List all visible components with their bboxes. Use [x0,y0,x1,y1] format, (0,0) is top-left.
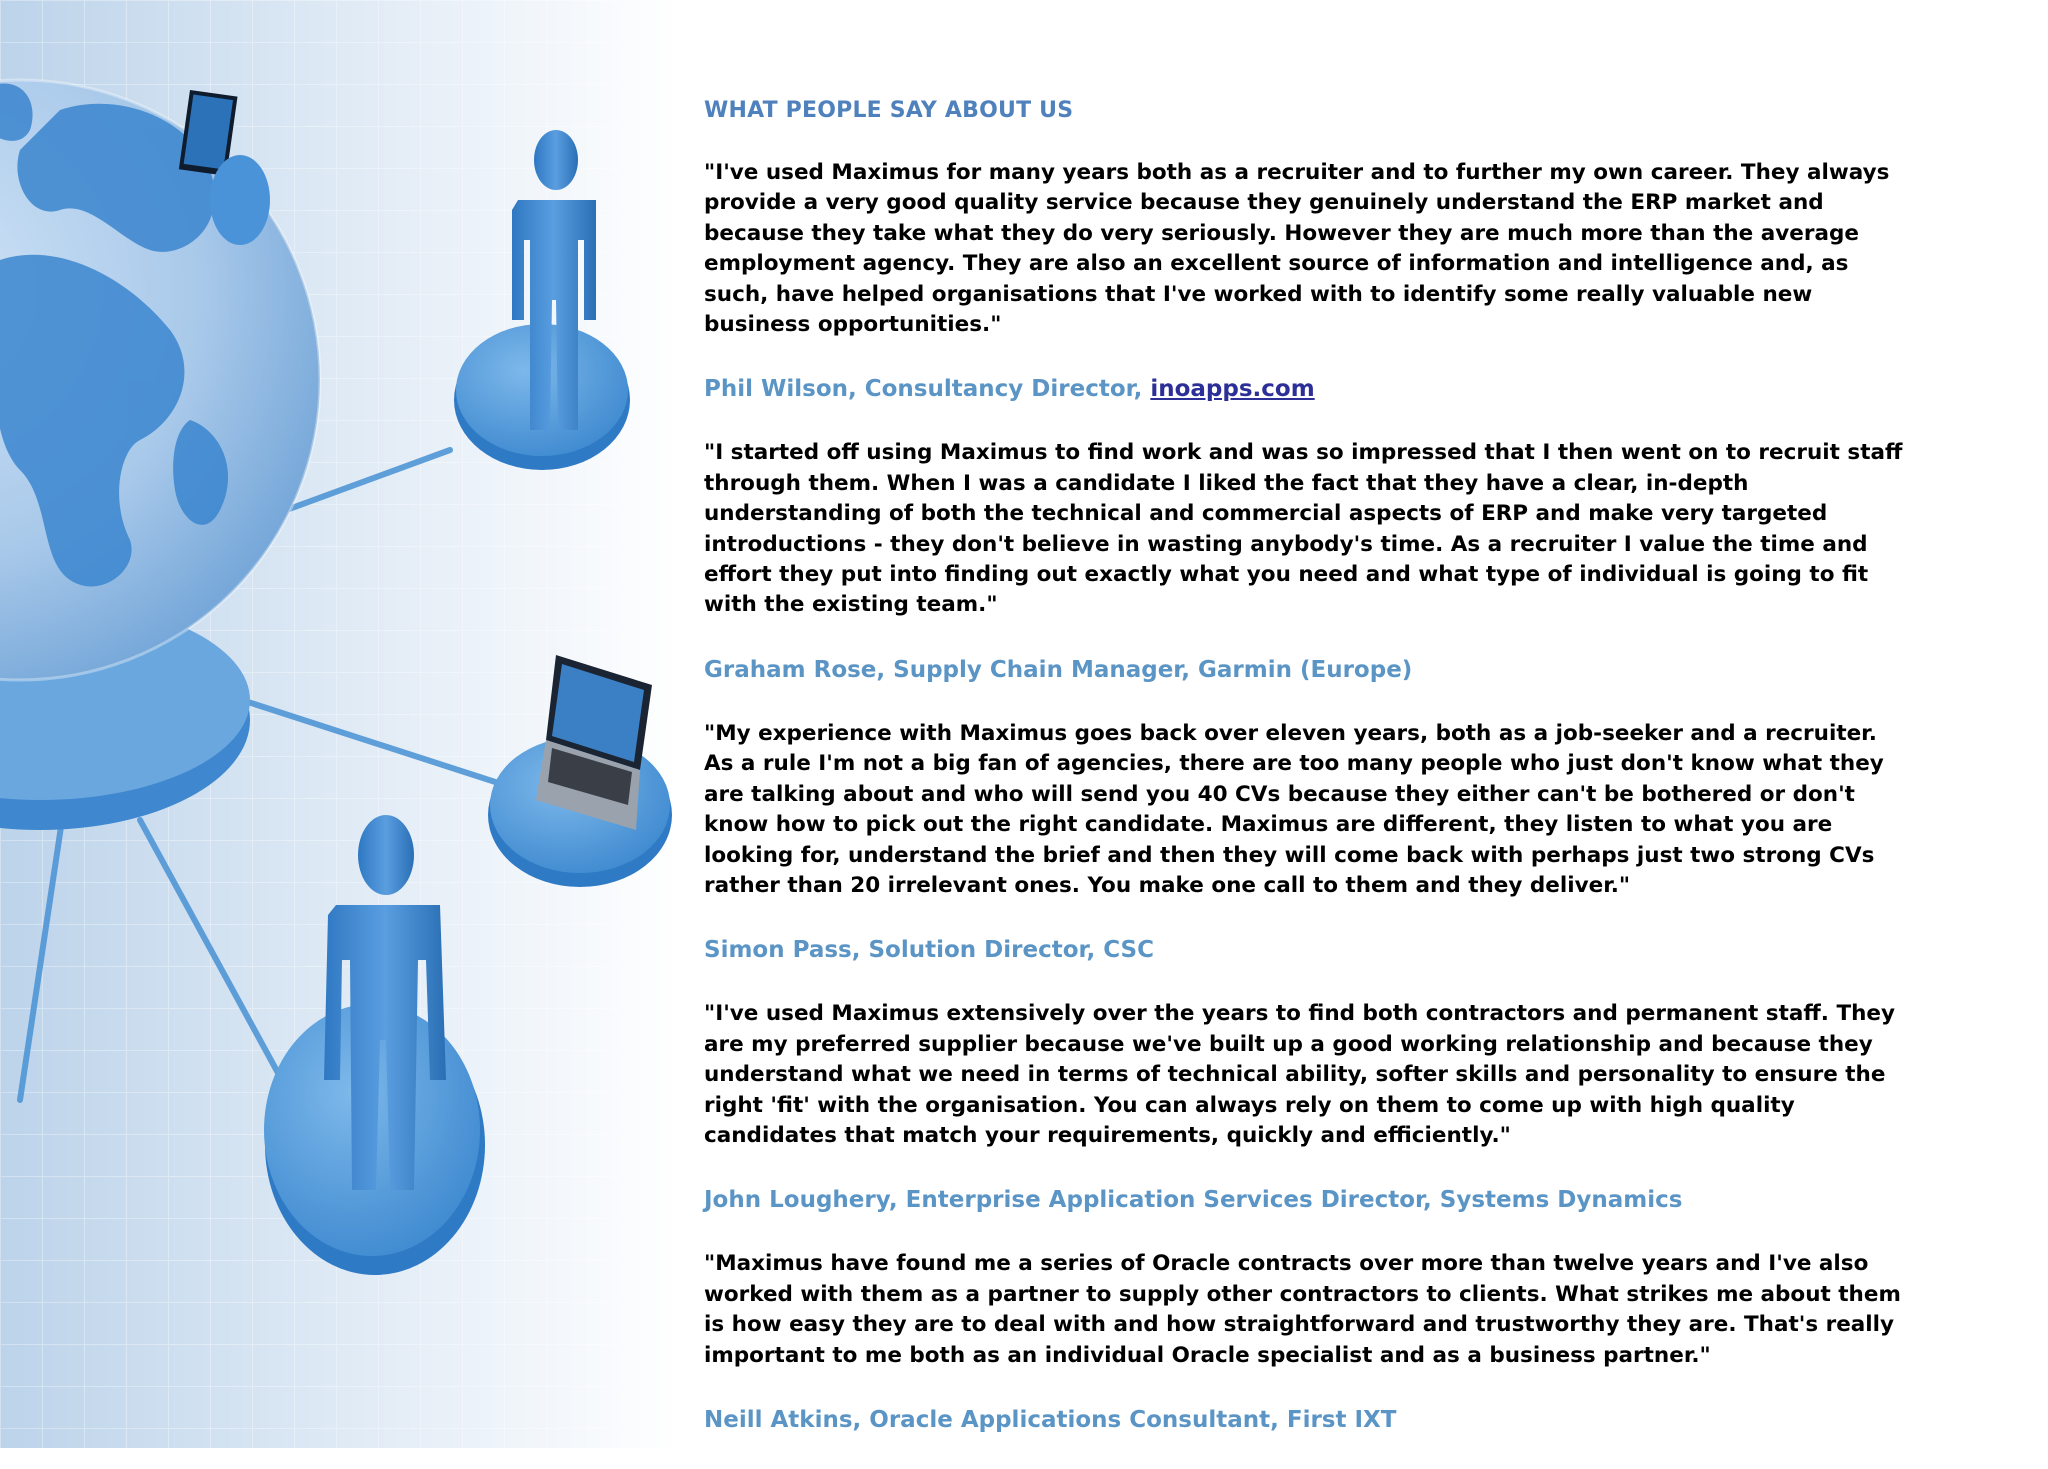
testimonial-quote: "I've used Maximus for many years both as a recruiter and to further my own career. They always provide a very good quality service because they genuinely understand the ERP market and because they take what they do very seriously. However they are much more than the average employment agency. They are also an excellent source of information and intelligence and, as such, have helped organisations that I've worked with to identify some really valuable new business opportunities." [704,160,1890,338]
testimonial-attribution: Neill Atkins, Oracle Applications Consultant, First IXT [704,1406,1397,1433]
network-globe-illustration [0,0,680,1448]
testimonial-quote: "Maximus have found me a series of Oracle contracts over more than twelve years and I've also worked with them as a partner to supply other contractors to clients. What strikes me about them is how easy they are to deal with and how straightforward and trustworthy they are. That's really important to me both as an individual Oracle specialist and as a business partner." [704,1251,1901,1368]
testimonial-attribution: John Loughery, Enterprise Application Services Director, Systems Dynamics [704,1187,1683,1214]
attribution-text: Phil Wilson, Consultancy Director, [704,376,1151,403]
page-title: WHAT PEOPLE SAY ABOUT US [704,98,1074,123]
testimonial-attribution [704,374,1904,404]
testimonial-attribution: Graham Rose, Supply Chain Manager, Garmin (Europe) [704,656,1413,683]
testimonial-quote: "I started off using Maximus to find work and was so impressed that I then went on to recruit staff through them. When I was a candidate I liked the fact that they have a clear, in-depth understanding of both the technical and commercial aspects of ERP and make very targeted introductions - they don't believe in wasting anybody's time. As a recruiter I value the time and effort they put into finding out exactly what you need and what type of individual is going to fit with the existing team." [704,440,1903,618]
company-link[interactable]: inoapps.com [1150,376,1315,403]
testimonial-quote: "My experience with Maximus goes back over eleven years, both as a job-seeker and a recruiter. As a rule I'm not a big fan of agencies, there are too many people who just don't know what they are talking about and who will send you 40 CVs because they either can't be bothered or don't know how to pick out the right candidate. Maximus are different, they listen to what you are looking for, understand the brief and then they will come back with perhaps just two strong CVs rather than 20 irrelevant ones. You make one call to them and they deliver." [704,720,1884,898]
testimonials-section [704,96,1904,1469]
testimonial-quote: "I've used Maximus extensively over the years to find both contractors and permanent staff. They are my preferred supplier because we've built up a good working relationship and because they understand what we need in terms of technical ability, softer skills and personality to ensure the right 'fit' with the organisation. You can always rely on them to come up with high quality candidates that match your requirements, quickly and efficiently." [704,1001,1896,1148]
testimonial-attribution: Simon Pass, Solution Director, CSC [704,937,1154,964]
